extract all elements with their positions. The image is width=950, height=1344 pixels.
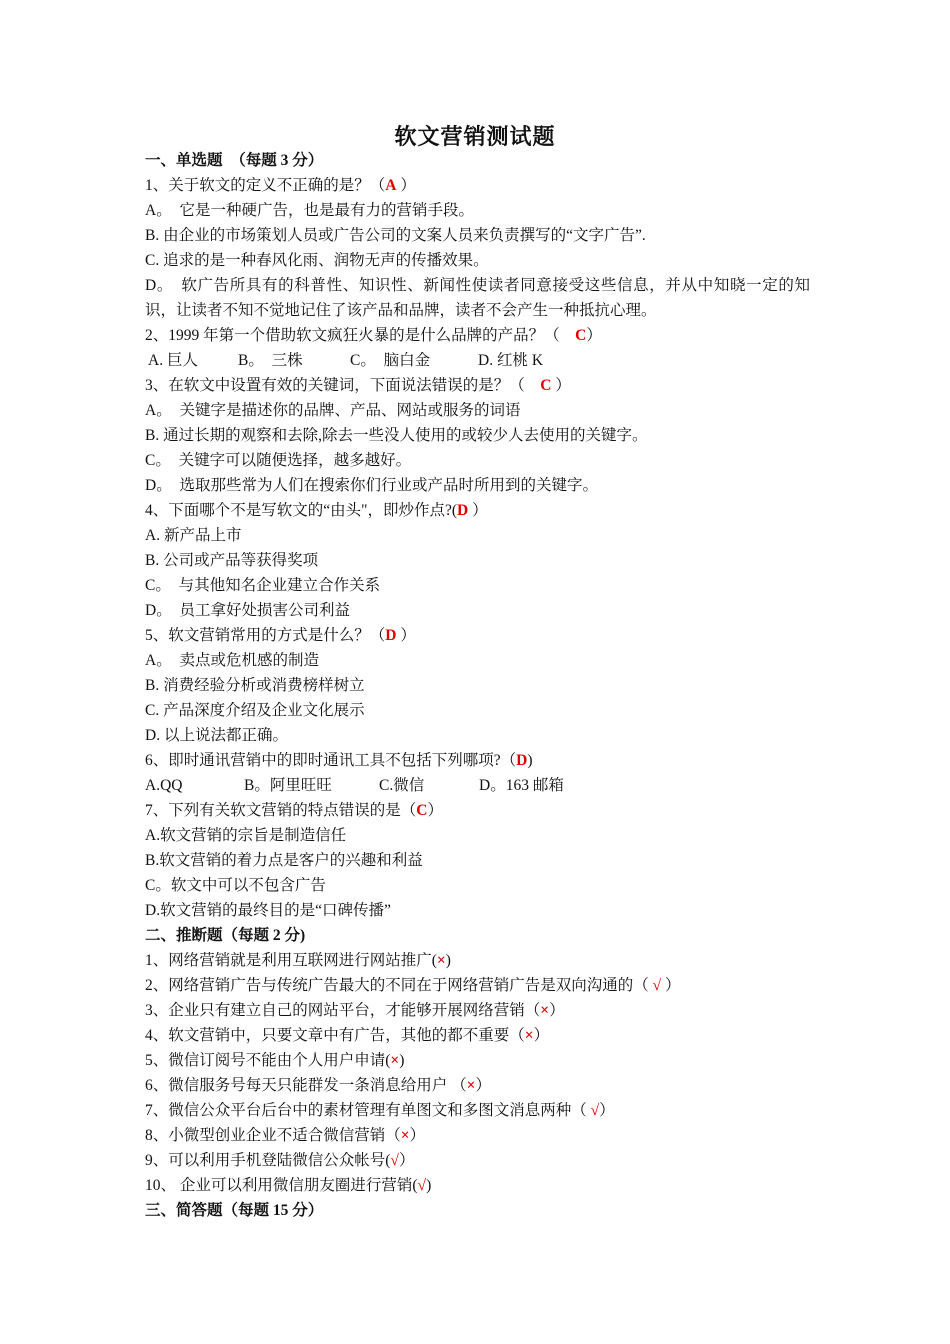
judgment-close: ) <box>399 1052 405 1069</box>
question-close: ） <box>396 177 416 194</box>
option-c: C. 产品深度介绍及企业文化展示 <box>145 702 365 719</box>
question-2 <box>145 323 810 348</box>
judgment-close: ） <box>533 1027 550 1044</box>
judgment-close: ） <box>599 1102 615 1119</box>
option-d: D。 软广告所具有的科普性、知识性、新闻性使读者同意接受这些信息，并从中知晓一定的知识，让读者不知不觉地记住了该产品和品牌，读者不会产生一种抵抗心理。 <box>145 277 810 319</box>
judgment-text: 8、小微型创业企业不适合微信营销（ <box>145 1127 401 1144</box>
judgment-text: 10、 企业可以利用微信朋友圈进行营销( <box>145 1177 418 1194</box>
answer-mark: C <box>575 327 587 344</box>
options-row <box>145 348 810 373</box>
answer-mark: C <box>416 802 428 819</box>
option-c: C。 脑白金 <box>350 352 431 369</box>
question-text: 5、软文营销常用的方式是什么？（ <box>145 627 386 644</box>
question-close: ） <box>468 502 488 519</box>
document-body <box>145 148 810 1223</box>
judgment-text: 7、微信公众平台后台中的素材管理有单图文和多图文消息两种（ <box>145 1102 591 1119</box>
judgment-mark: √ <box>390 1152 399 1169</box>
judgment-text: 9、可以利用手机登陆微信公众帐号( <box>145 1152 391 1169</box>
judgment-close: ） <box>409 1127 426 1144</box>
judgment-item-9 <box>145 1148 810 1173</box>
question-close: ) <box>527 752 533 769</box>
judgment-text: 6、微信服务号每天只能群发一条消息给用户 （ <box>145 1077 467 1094</box>
judgment-item-2 <box>145 973 810 998</box>
option-a: A。 关键字是描述你的品牌、产品、网站或服务的词语 <box>145 402 521 419</box>
option-a: A.QQ <box>145 777 183 794</box>
answer-mark: A <box>385 177 397 194</box>
question-close: ） <box>551 377 571 394</box>
question-text: 7、下列有关软文营销的特点错误的是（ <box>145 802 417 819</box>
option-d: D. 红桃 K <box>478 352 544 369</box>
judgment-mark: × <box>400 1127 410 1144</box>
section-heading-short-answer: 三、简答题（每题 15 分） <box>145 1202 324 1219</box>
judgment-item-3 <box>145 998 810 1023</box>
judgment-item-10 <box>145 1173 810 1198</box>
question-7 <box>145 798 810 823</box>
option-b: B。 三株 <box>238 352 303 369</box>
section-heading-single-choice: 一、单选题 （每题 3 分） <box>145 152 324 169</box>
judgment-text: 2、网络营销广告与传统广告最大的不同在于网络营销广告是双向沟通的（ <box>145 977 653 994</box>
option-d: D. 以上说法都正确。 <box>145 727 288 744</box>
option-a: A。 它是一种硬广告，也是最有力的营销手段。 <box>145 202 474 219</box>
option-c: C. 追求的是一种春风化雨、润物无声的传播效果。 <box>145 252 489 269</box>
question-text: 3、在软文中设置有效的关键词，下面说法错误的是？（ <box>145 377 541 394</box>
answer-mark: D <box>457 502 469 519</box>
option-c: C。软文中可以不包含广告 <box>145 877 326 894</box>
judgment-close: ） <box>661 977 681 994</box>
judgment-mark: × <box>436 952 446 969</box>
option-b: B. 公司或产品等获得奖项 <box>145 552 319 569</box>
answer-mark: D <box>385 627 397 644</box>
judgment-mark: √ <box>417 1177 427 1194</box>
judgment-close: ） <box>475 1077 491 1094</box>
option-b: B。阿里旺旺 <box>244 777 332 794</box>
question-1 <box>145 173 810 198</box>
judgment-close: ） <box>549 1002 565 1019</box>
option-c: C。 关键字可以随便选择，越多越好。 <box>145 452 412 469</box>
judgment-mark: × <box>524 1027 534 1044</box>
judgment-mark: × <box>466 1077 476 1094</box>
judgment-item-7 <box>145 1098 810 1123</box>
option-b: B. 通过长期的观察和去除,除去一些没人使用的或较少人去使用的关键字。 <box>145 427 648 444</box>
question-5 <box>145 623 810 648</box>
judgment-mark: √ <box>652 977 662 994</box>
judgment-close: ) <box>445 952 451 969</box>
judgment-close: ） <box>398 1152 415 1169</box>
judgment-item-1 <box>145 948 810 973</box>
judgment-item-5 <box>145 1048 810 1073</box>
option-b: B. 消费经验分析或消费榜样树立 <box>145 677 365 694</box>
judgment-mark: × <box>390 1052 400 1069</box>
question-3 <box>145 373 810 398</box>
question-close: ） <box>427 802 443 819</box>
option-c: C.微信 <box>379 777 425 794</box>
option-a: A. 新产品上市 <box>145 527 242 544</box>
question-close: ） <box>396 627 416 644</box>
option-d: D。 员工拿好处损害公司利益 <box>145 602 350 619</box>
question-text: 2、1999 年第一个借助软文疯狂火暴的是什么品牌的产品？（ <box>145 327 576 344</box>
option-d: D。 选取那些常为人们在搜索你们行业或产品时所用到的关键字。 <box>145 477 598 494</box>
option-c: C。 与其他知名企业建立合作关系 <box>145 577 381 594</box>
option-d: D。163 邮箱 <box>479 777 564 794</box>
judgment-mark: √ <box>590 1102 600 1119</box>
judgment-text: 4、软文营销中，只要文章中有广告，其他的都不重要（ <box>145 1027 525 1044</box>
section-heading-true-false: 二、推断题（每题 2 分) <box>145 927 306 944</box>
question-6 <box>145 748 810 773</box>
option-a: A.软文营销的宗旨是制造信任 <box>145 827 347 844</box>
judgment-mark: × <box>540 1002 550 1019</box>
question-text: 6、即时通讯营销中的即时通讯工具不包括下列哪项?（ <box>145 752 517 769</box>
answer-mark: D <box>516 752 528 769</box>
judgment-item-4 <box>145 1023 810 1048</box>
option-d: D.软文营销的最终目的是“口碑传播” <box>145 902 391 919</box>
judgment-item-6 <box>145 1073 810 1098</box>
question-text: 4、下面哪个不是写软文的“由头"，即炒作点?( <box>145 502 457 519</box>
judgment-close: ) <box>426 1177 432 1194</box>
question-text: 1、关于软文的定义不正确的是？（ <box>145 177 386 194</box>
option-a: A。 卖点或危机感的制造 <box>145 652 319 669</box>
option-a: A. 巨人 <box>148 352 198 369</box>
option-b: B.软文营销的着力点是客户的兴趣和利益 <box>145 852 423 869</box>
judgment-item-8 <box>145 1123 810 1148</box>
question-4 <box>145 498 810 523</box>
document-title: 软文营销测试题 <box>394 124 556 149</box>
judgment-text: 5、微信订阅号不能由个人用户申请( <box>145 1052 391 1069</box>
options-row <box>145 773 810 798</box>
answer-mark: C <box>540 377 552 394</box>
judgment-text: 3、企业只有建立自己的网站平台，才能够开展网络营销（ <box>145 1002 541 1019</box>
judgment-text: 1、网络营销就是利用互联网进行网站推广( <box>145 952 437 969</box>
question-close: ） <box>586 327 602 344</box>
option-b: B. 由企业的市场策划人员或广告公司的文案人员来负责撰写的“文字广告”. <box>145 227 646 244</box>
